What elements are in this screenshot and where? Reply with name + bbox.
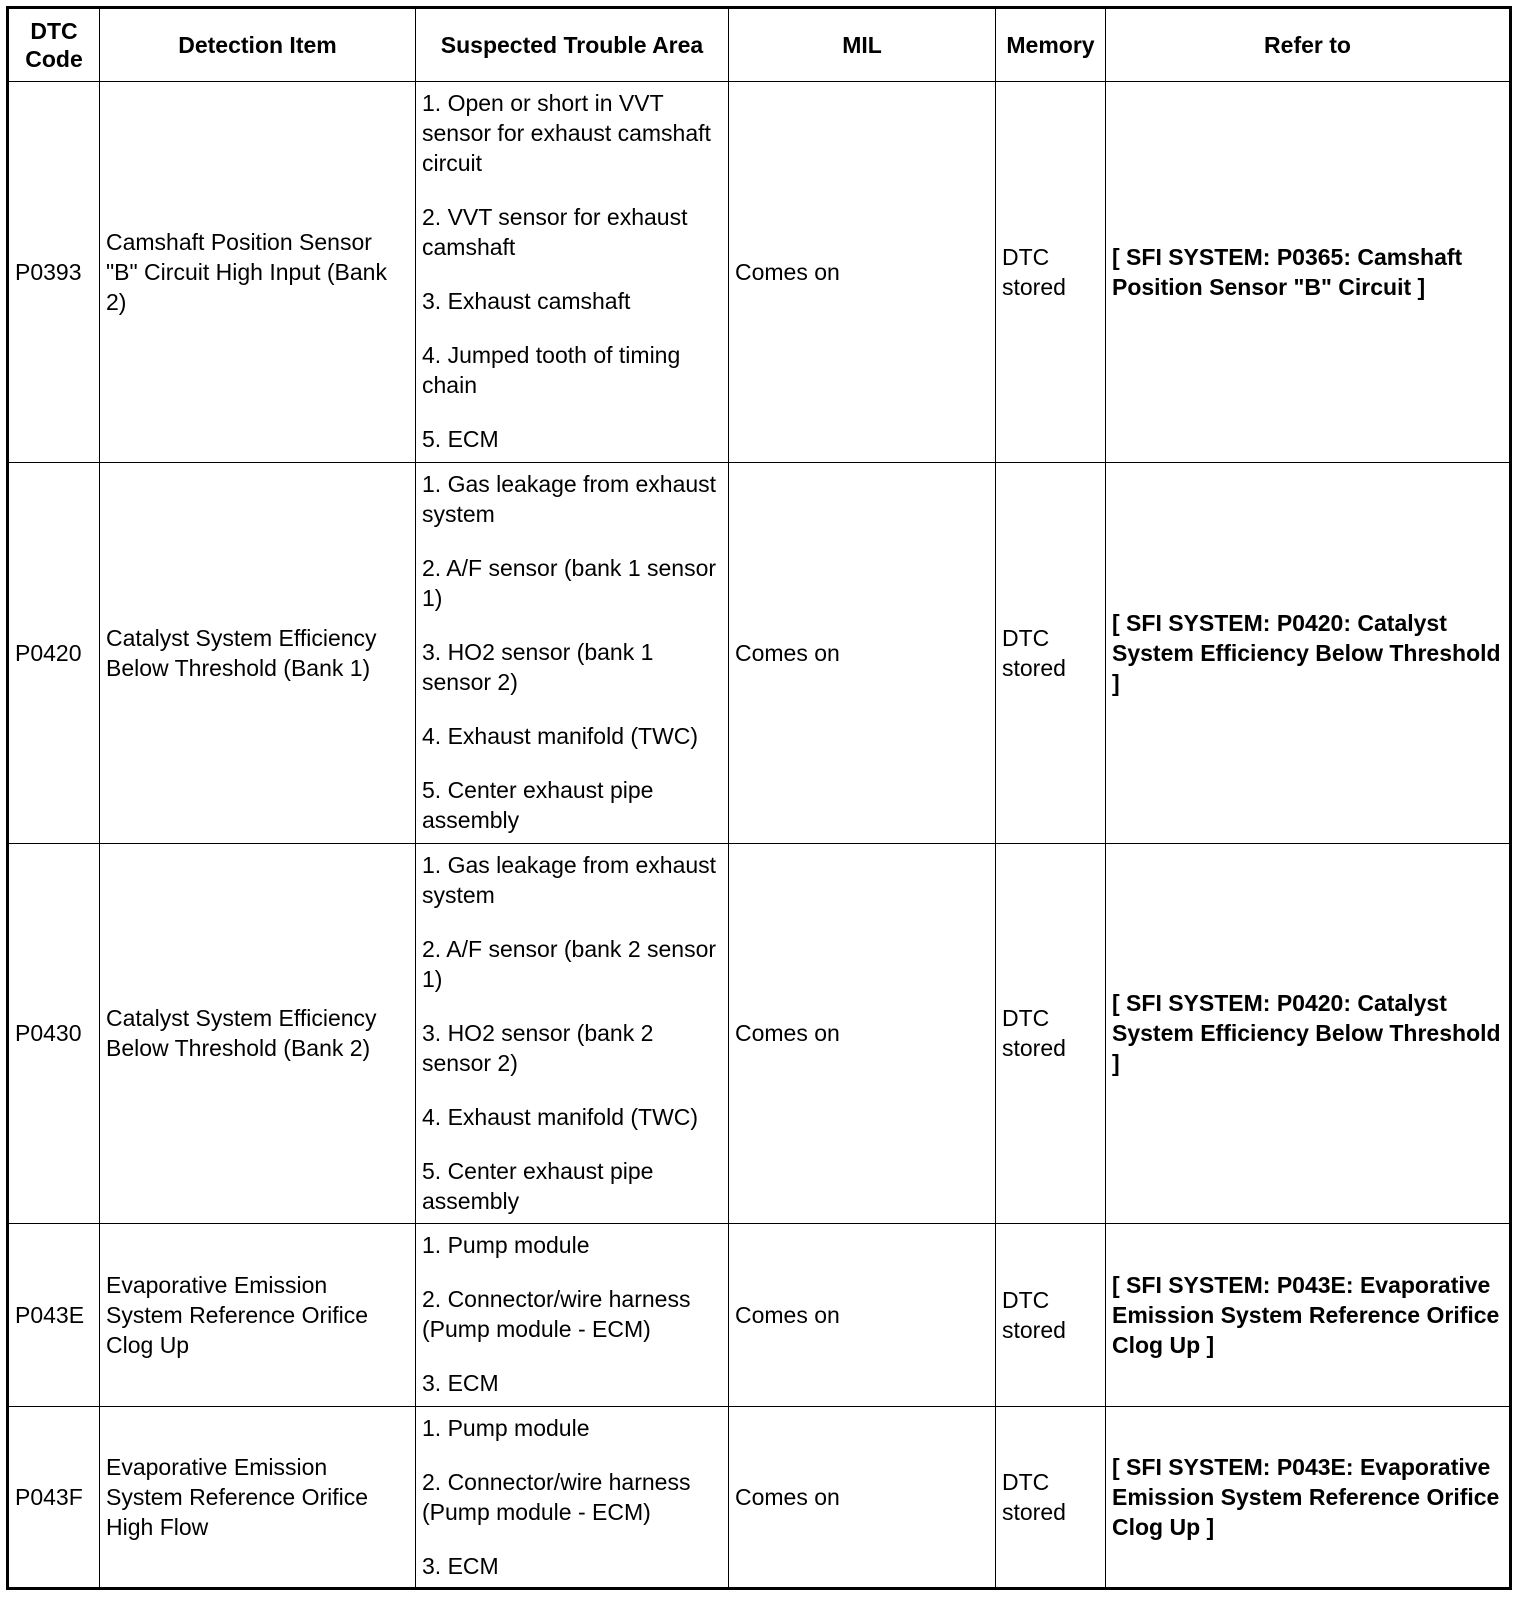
table-row	[8, 843, 1511, 1224]
trouble-area-item: 2. A/F sensor (bank 2 sensor 1)	[422, 935, 717, 992]
mil-status: Comes on	[729, 82, 996, 463]
trouble-area-item: 4. Exhaust manifold (TWC)	[422, 722, 699, 749]
refer-to-link[interactable]: [ SFI SYSTEM: P043E: Evaporative Emission System Reference Orifice Clog Up ]	[1106, 1224, 1511, 1406]
refer-to-link[interactable]: [ SFI SYSTEM: P0420: Catalyst System Efficiency Below Threshold ]	[1106, 462, 1511, 843]
mil-status: Comes on	[729, 1224, 996, 1406]
trouble-area-item: 3. ECM	[422, 1552, 499, 1579]
memory-status: DTC stored	[996, 462, 1106, 843]
trouble-area-item: 2. VVT sensor for exhaust camshaft	[422, 204, 688, 260]
detection-item: Camshaft Position Sensor "B" Circuit High Input (Bank 2)	[100, 82, 416, 463]
trouble-area-item: 2. Connector/wire harness (Pump module - ECM)	[422, 1286, 691, 1343]
dtc-table	[6, 6, 1512, 1590]
trouble-area-item: 1. Gas leakage from exhaust system	[422, 470, 717, 527]
refer-to-link[interactable]: [ SFI SYSTEM: P0365: Camshaft Position Sensor "B" Circuit ]	[1106, 82, 1511, 463]
suspected-trouble-area	[416, 1224, 729, 1406]
trouble-area-item: 1. Pump module	[422, 1414, 590, 1441]
suspected-trouble-area	[416, 1406, 729, 1588]
suspected-trouble-area	[416, 843, 729, 1224]
header-mil: MIL	[729, 8, 996, 82]
detection-item: Evaporative Emission System Reference Orifice High Flow	[100, 1406, 416, 1588]
trouble-area-item: 3. ECM	[422, 1370, 499, 1397]
dtc-code: P043E	[8, 1224, 100, 1406]
mil-status: Comes on	[729, 462, 996, 843]
mil-status: Comes on	[729, 843, 996, 1224]
detection-item: Catalyst System Efficiency Below Threshold (Bank 2)	[100, 843, 416, 1224]
table-row	[8, 82, 1511, 463]
trouble-area-item: 1. Gas leakage from exhaust system	[422, 851, 717, 908]
trouble-area-item: 5. ECM	[422, 426, 499, 452]
trouble-area-item: 3. Exhaust camshaft	[422, 288, 631, 314]
refer-to-link[interactable]: [ SFI SYSTEM: P0420: Catalyst System Efficiency Below Threshold ]	[1106, 843, 1511, 1224]
memory-status: DTC stored	[996, 1224, 1106, 1406]
refer-to-link[interactable]: [ SFI SYSTEM: P043E: Evaporative Emission System Reference Orifice Clog Up ]	[1106, 1406, 1511, 1588]
table-row	[8, 462, 1511, 843]
trouble-area-item: 1. Pump module	[422, 1232, 590, 1259]
trouble-area-item: 5. Center exhaust pipe assembly	[422, 776, 654, 833]
trouble-area-item: 4. Exhaust manifold (TWC)	[422, 1103, 699, 1130]
trouble-area-item: 2. Connector/wire harness (Pump module - ECM)	[422, 1468, 691, 1525]
memory-status: DTC stored	[996, 843, 1106, 1224]
table-header-row	[8, 8, 1511, 82]
trouble-area-item: 3. HO2 sensor (bank 2 sensor 2)	[422, 1019, 654, 1076]
detection-item: Evaporative Emission System Reference Orifice Clog Up	[100, 1224, 416, 1406]
table-row	[8, 1406, 1511, 1588]
header-refer-to: Refer to	[1106, 8, 1511, 82]
table-row	[8, 1224, 1511, 1406]
dtc-code: P0420	[8, 462, 100, 843]
trouble-area-item: 1. Open or short in VVT sensor for exhaust camshaft circuit	[422, 90, 711, 176]
dtc-code: P043F	[8, 1406, 100, 1588]
dtc-code: P0430	[8, 843, 100, 1224]
memory-status: DTC stored	[996, 1406, 1106, 1588]
header-dtc-code: DTC Code	[8, 8, 100, 82]
trouble-area-item: 2. A/F sensor (bank 1 sensor 1)	[422, 554, 717, 611]
detection-item: Catalyst System Efficiency Below Threshold (Bank 1)	[100, 462, 416, 843]
header-memory: Memory	[996, 8, 1106, 82]
mil-status: Comes on	[729, 1406, 996, 1588]
trouble-area-item: 4. Jumped tooth of timing chain	[422, 342, 681, 398]
header-detection-item: Detection Item	[100, 8, 416, 82]
memory-status: DTC stored	[996, 82, 1106, 463]
suspected-trouble-area	[416, 462, 729, 843]
dtc-code: P0393	[8, 82, 100, 463]
suspected-trouble-area	[416, 82, 729, 463]
trouble-area-item: 5. Center exhaust pipe assembly	[422, 1157, 654, 1214]
trouble-area-item: 3. HO2 sensor (bank 1 sensor 2)	[422, 638, 654, 695]
header-suspected-trouble-area: Suspected Trouble Area	[416, 8, 729, 82]
